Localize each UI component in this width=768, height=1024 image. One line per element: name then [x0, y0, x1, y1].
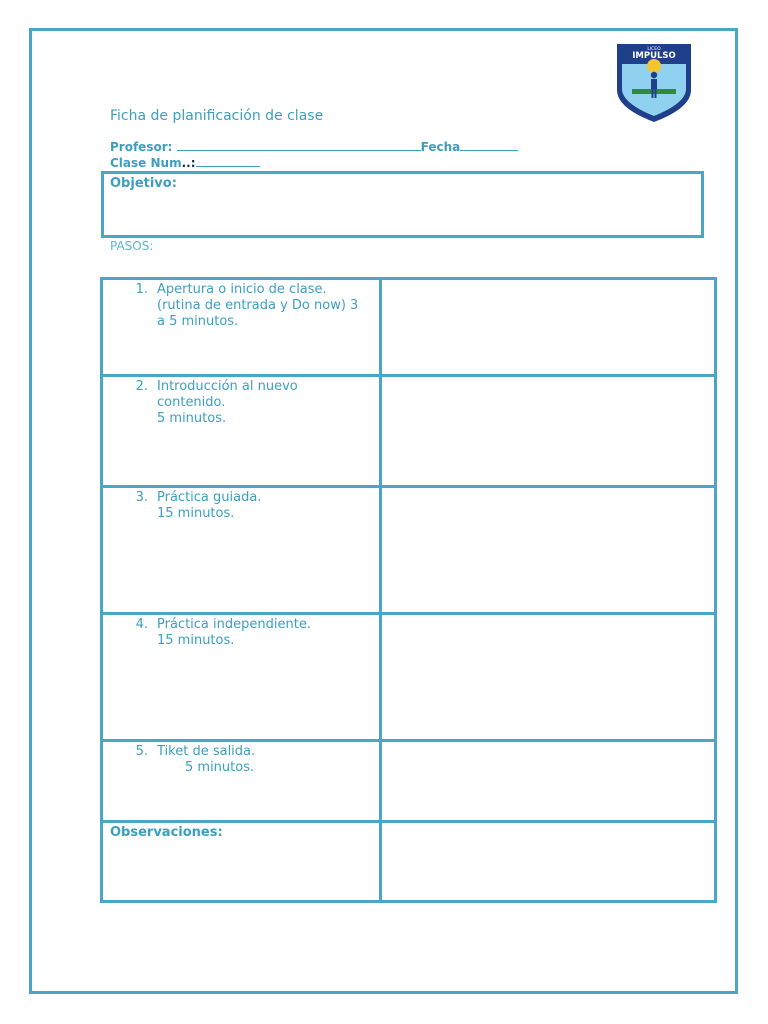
observaciones-label: Observaciones: — [110, 825, 223, 840]
step-title: Práctica guiada. — [157, 490, 262, 505]
table-row — [102, 487, 716, 614]
objetivo-label: Objetivo: — [110, 176, 177, 191]
step-notes-cell[interactable] — [381, 279, 716, 376]
table-row — [102, 376, 716, 487]
clase-blank[interactable] — [196, 156, 260, 167]
step-number: 1. — [135, 282, 148, 297]
fecha-label: Fecha — [420, 140, 461, 154]
profesor-label: Profesor: — [110, 140, 173, 154]
profesor-line — [110, 140, 518, 154]
step-cell — [102, 614, 381, 741]
fecha-blank[interactable] — [460, 140, 518, 151]
step-title: Tiket de salida. — [157, 744, 256, 759]
svg-text:LICEO: LICEO — [647, 47, 661, 52]
step-notes-cell[interactable] — [381, 741, 716, 822]
step-title: Práctica independiente. — [157, 617, 311, 632]
clase-label: Clase Num — [110, 156, 182, 170]
step-notes-cell[interactable] — [381, 614, 716, 741]
step-number: 2. — [135, 379, 148, 394]
table-row — [102, 741, 716, 822]
step-detail: 5 minutos. — [185, 760, 255, 775]
step-detail: (rutina de entrada y Do now) 3 a 5 minutos. — [157, 298, 359, 329]
step-number: 4. — [135, 617, 148, 632]
observaciones-notes-cell[interactable] — [381, 822, 716, 902]
table-row — [102, 822, 716, 902]
step-cell — [102, 279, 381, 376]
observaciones-cell — [102, 822, 381, 902]
step-title: Apertura o inicio de clase. — [157, 282, 327, 297]
step-notes-cell[interactable] — [381, 487, 716, 614]
step-detail: 15 minutos. — [157, 633, 235, 648]
step-notes-cell[interactable] — [381, 376, 716, 487]
step-cell — [102, 741, 381, 822]
step-number: 3. — [135, 490, 148, 505]
objetivo-box[interactable] — [101, 171, 704, 238]
clase-line — [110, 156, 260, 170]
step-title: Introducción al nuevo contenido. — [157, 379, 298, 410]
pasos-label: PASOS: — [110, 239, 154, 253]
table-row — [102, 279, 716, 376]
step-number: 5. — [135, 744, 148, 759]
step-cell — [102, 376, 381, 487]
step-cell — [102, 487, 381, 614]
svg-text:IMPULSO: IMPULSO — [632, 51, 676, 61]
school-crest-icon — [614, 42, 694, 124]
table-row — [102, 614, 716, 741]
steps-table — [100, 277, 717, 903]
step-detail: 5 minutos. — [157, 411, 227, 426]
page-title: Ficha de planificación de clase — [110, 108, 324, 124]
profesor-blank[interactable] — [177, 140, 421, 151]
step-detail: 15 minutos. — [157, 506, 235, 521]
clase-dots: ..: — [181, 156, 196, 170]
